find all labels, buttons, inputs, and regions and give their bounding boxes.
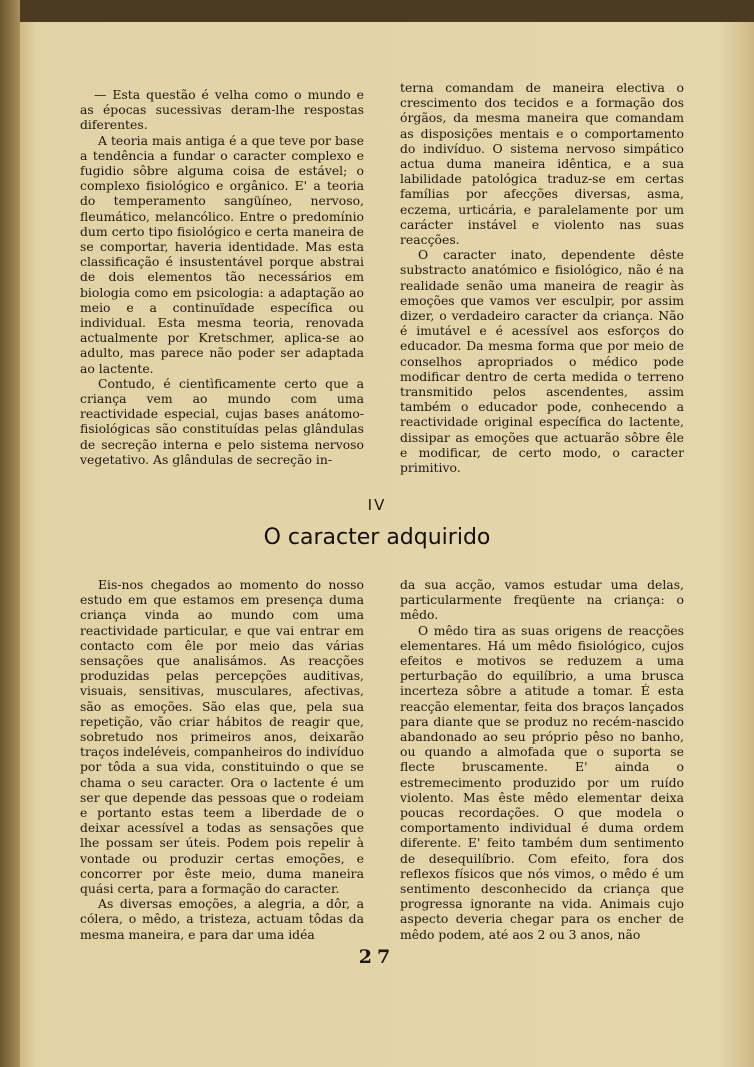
section-numeral: IV — [367, 496, 387, 514]
column-top-left — [80, 87, 364, 467]
paragraph: As diversas emoções, a alegria, a dôr, a cólera, o mêdo, a tristeza, actuam tôdas da mesma maneira, e para dar uma idéa — [80, 896, 364, 942]
paragraph: da sua acção, vamos estudar uma delas, particularmente freqüente na criança: o mêdo. — [400, 577, 684, 623]
column-top-right — [400, 80, 684, 475]
paragraph: Contudo, é cientìficamente certo que a criança vem ao mundo com uma reactividade especial, cujas bases anátomo-fisiológicas são constituídas pelas glândulas de secreção interna e pelo sistema nervoso vegetativo. As glândulas de secreção in- — [80, 375, 364, 467]
column-bottom-left — [80, 577, 364, 942]
section-title: O caracter adquirido — [263, 525, 491, 550]
page-top-edge — [0, 0, 754, 22]
paragraph: O mêdo tira as suas origens de reacções elementares. Há um mêdo fisiológico, cujos efeitos e motivos se reduzem a uma perturbação do equilíbrio, a uma brusca incerteza sôbre a atitude a tomar. É esta reacção elementar, feita dos braços lançados para diante que se produz no recém-nascido abandonado ao seu próprio pêso no banho, ou quando a almofada que o suporta se flecte bruscamente. E' ainda o estremecimento produzido por um ruído violento. Mas êste mêdo elementar deixa poucas recordações. O que modela o comportamento individual é duma ordem diferente. E' feito também dum sentimento de desequilíbrio. Com efeito, fora dos reflexos físicos que nós vimos, o mêdo é um sentimento desconhecido da criança que progressa ignorante na vida. Animais cujo aspecto deveria chegar para os encher de mêdo podem, até aos 2 ou 3 anos, não — [400, 622, 684, 942]
paragraph: terna comandam de maneira electiva o crescimento dos tecidos e a formação dos órgãos, da mesma maneira que comandam as disposições mentais e o comportamento do indivíduo. O sistema nervoso simpático actua duma maneira idêntica, e a sua labilidade patológica traduz-se em certas famílias por afecções diversas, asma, eczema, urticária, e paralelamente por um carácter instável e violento nas suas reacções. — [400, 80, 684, 248]
page-number: 27 — [358, 946, 396, 968]
column-bottom-right — [400, 577, 684, 942]
paragraph: A teoria mais antiga é a que teve por base a tendência a fundar o caracter complexo e fugidio sôbre alguma coisa de estável; o complexo fisiológico e orgânico. E' a teoria do temperamento sangüíneo, nervoso, fleumático, melancólico. Entre o predomínio dum certo tipo fisiológico e certa maneira de se comportar, haveria identidade. Mas esta classificação é insustentável porque abstrai de dois elementos tão necessários em biologia como em psicologia: a adaptação ao meio e a continuïdade específica ou individual. Esta mesma teoria, renovada actualmente por Kretschmer, aplica-se ao adulto, mas parece não poder ser adaptada ao lactente. — [80, 132, 364, 376]
paragraph: O caracter inato, dependente dêste substracto anatómico e fisiológico, não é na realidade senão uma maneira de reagir às emoções que vamos ver esculpir, por assim dizer, o verdadeiro caracter da criança. Não é imutável e é acessível aos esforços do educador. Da mesma forma que por meio de conselhos apropriados o médico pode modificar dentro de certa medida o terreno transmitido pelos ascendentes, assim também o educador pode, conhecendo a reactividade original específica do lactente, dissipar as emoções que actuarão sôbre êle e modificar, de certo modo, o caracter primitivo. — [400, 247, 684, 476]
paragraph: Eis-nos chegados ao momento do nosso estudo em que estamos em presença duma criança vinda ao mundo com uma reactividade particular, e que vai entrar em contacto com êle por meio das várias sensações que analisámos. As reacções produzidas pelas percepções auditivas, visuais, sensitivas, musculares, afectivas, são as emoções. São elas que, pela sua repetição, vão criar hábitos de reagir que, sobretudo nos primeiros anos, deixarão traços indeléveis, companheiros do indivíduo por tôda a sua vida, constituindo o que se chama o seu caracter. Ora o lactente é um ser que depende das pessoas que o rodeiam e portanto estas teem a liberdade de o deixar acessível a todas as sensações que lhe possam ser úteis. Podem pois repelir à vontade ou produzir certas emoções, e concorrer por êste meio, duma maneira quási certa, para a formação do caracter. — [80, 577, 364, 897]
paragraph: — Esta questão é velha como o mundo e as épocas sucessivas deram-lhe respostas diferentes. — [80, 87, 364, 133]
